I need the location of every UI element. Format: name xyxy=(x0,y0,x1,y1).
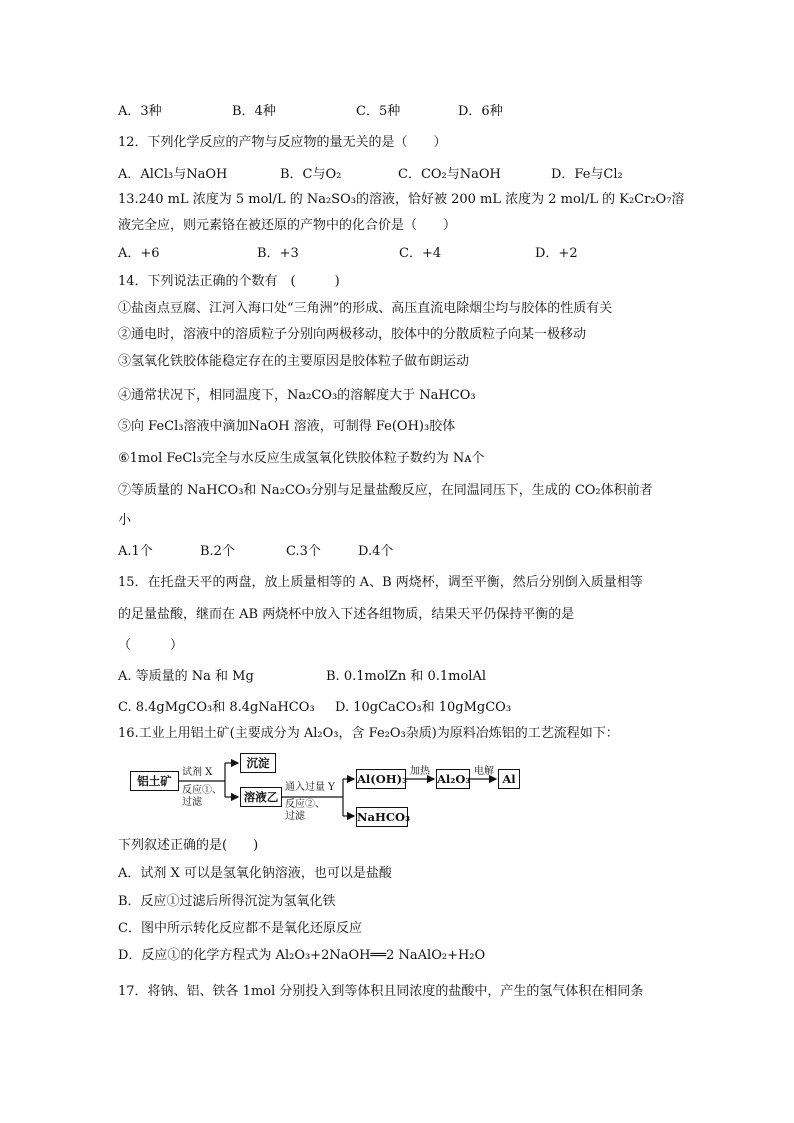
q16-question: 下列叙述正确的是( ) xyxy=(118,838,259,853)
q11-option-d: D．6种 xyxy=(458,104,503,119)
q13-stem-line1: 13.240 mL 浓度为 5 mol/L 的 Na₂SO₃的溶液，恰好被 200 mL 浓度为 2 mol/L 的 K₂Cr₂O₇溶 xyxy=(118,192,685,207)
q14-option-c: C.3个 xyxy=(286,544,321,559)
q14-item-5: ⑤向 FeCl₃溶液中滴加NaOH 溶液，可制得 Fe(OH)₃胶体 xyxy=(118,419,456,434)
q13-option-d: D．+2 xyxy=(535,246,578,261)
heat-label: 加热 xyxy=(410,766,430,777)
electrolysis-label: 电解 xyxy=(474,766,494,777)
solution-b-box: 溶液乙 xyxy=(240,787,282,807)
q14-stem: 14．下列说法正确的个数有 ( ) xyxy=(118,274,340,289)
filter1-label: 过滤 xyxy=(182,797,202,808)
q11-option-c: C．5种 xyxy=(356,104,401,119)
q15-option-b: B. 0.1molZn 和 0.1molAl xyxy=(326,669,487,684)
q16-stem: 16.工业上用铝土矿(主要成分为 Al₂O₃，含 Fe₂O₃杂质)为原料冶炼铝的工艺流程如下： xyxy=(118,726,619,741)
q14-item-7-cont: 小 xyxy=(118,513,132,528)
q13-option-a: A．+6 xyxy=(118,246,160,261)
q13-option-b: B．+3 xyxy=(257,246,299,261)
q12-option-a: A．AlCl₃与NaOH xyxy=(118,167,228,182)
q12-stem: 12．下列化学反应的产物与反应物的量无关的是（ ） xyxy=(118,135,447,150)
q14-option-a: A.1个 xyxy=(118,544,153,559)
q11-option-b: B．4种 xyxy=(232,104,276,119)
q15-stem-line3: （ ） xyxy=(118,638,184,653)
q16-option-c: C．图中所示转化反应都不是氧化还原反应 xyxy=(118,921,362,936)
q14-item-3: ③氢氧化铁胶体能稳定存在的主要原因是胶体粒子做布朗运动 xyxy=(118,354,470,369)
ore-box: 铝土矿 xyxy=(130,771,179,791)
q16-option-a: A．试剂 X 可以是氢氧化钠溶液，也可以是盐酸 xyxy=(118,866,392,881)
q15-option-d: D. 10gCaCO₃和 10gMgCO₃ xyxy=(335,700,512,715)
reaction2-label: 反应②、 xyxy=(285,799,325,810)
reaction1-label: 反应①、 xyxy=(182,785,222,796)
q15-stem-line1: 15．在托盘天平的两盘，放上质量相等的 A、B 两烧杯，调至平衡，然后分别倒入质量相等 xyxy=(118,575,643,590)
q15-option-c: C. 8.4gMgCO₃和 8.4gNaHCO₃ xyxy=(118,700,315,715)
q15-stem-line2: 的足量盐酸，继而在 AB 两烧杯中放入下述各组物质，结果天平仍保持平衡的是 xyxy=(118,607,575,622)
q14-option-d: D.4个 xyxy=(358,544,394,559)
alumina-box: Al₂O₃ xyxy=(436,769,470,789)
q14-item-2: ②通电时，溶液中的溶质粒子分别向两极移动，胶体中的分散质粒子向某一极移动 xyxy=(118,327,587,342)
bicarbonate-box: NaHCO₃ xyxy=(356,807,408,827)
q14-item-1: ①盐卤点豆腐、江河入海口处“三角洲”的形成、高压直流电除烟尘均与胶体的性质有关 xyxy=(118,301,613,316)
reagent-x-label: 试剂 X xyxy=(182,767,213,778)
q16-option-b: B．反应①过滤后所得沉淀为氢氧化铁 xyxy=(118,894,336,909)
pass-y-label: 通入过量 Y xyxy=(285,782,335,793)
q16-option-d: D．反应①的化学方程式为 Al₂O₃+2NaOH══2 NaAlO₂+H₂O xyxy=(118,948,486,963)
q14-option-b: B.2个 xyxy=(200,544,235,559)
process-flow-diagram xyxy=(130,750,530,832)
q14-item-7: ⑦等质量的 NaHCO₃和 Na₂CO₃分别与足量盐酸反应，在同温同压下，生成的 CO₂体积前者 xyxy=(118,483,653,498)
q17-stem: 17．将钠、铝、铁各 1mol 分别投入到等体积且同浓度的盐酸中，产生的氢气体积在相同条 xyxy=(118,984,644,999)
q12-option-d: D．Fe与Cl₂ xyxy=(551,167,623,182)
filter2-label: 过滤 xyxy=(285,811,305,822)
q13-stem-line2: 液完全应，则元素铬在被还原的产物中的化合价是（ ） xyxy=(118,218,457,233)
q14-item-6: ⑥1mol FeCl₃完全与水反应生成氢氧化铁胶体粒子数约为 Nᴀ个 xyxy=(118,451,485,466)
q12-option-b: B．C与O₂ xyxy=(280,167,342,182)
q14-item-4: ④通常状况下，相同温度下，Na₂CO₃的溶解度大于 NaHCO₃ xyxy=(118,388,476,403)
q15-option-a: A. 等质量的 Na 和 Mg xyxy=(118,669,254,684)
q13-option-c: C．+4 xyxy=(399,246,442,261)
aluminum-hydroxide-box: Al(OH)₃ xyxy=(356,769,406,789)
precipitate-box: 沉淀 xyxy=(240,753,276,773)
q11-option-a: A．3种 xyxy=(118,104,162,119)
aluminum-box: Al xyxy=(498,769,520,789)
q12-option-c: C．CO₂与NaOH xyxy=(398,167,501,182)
